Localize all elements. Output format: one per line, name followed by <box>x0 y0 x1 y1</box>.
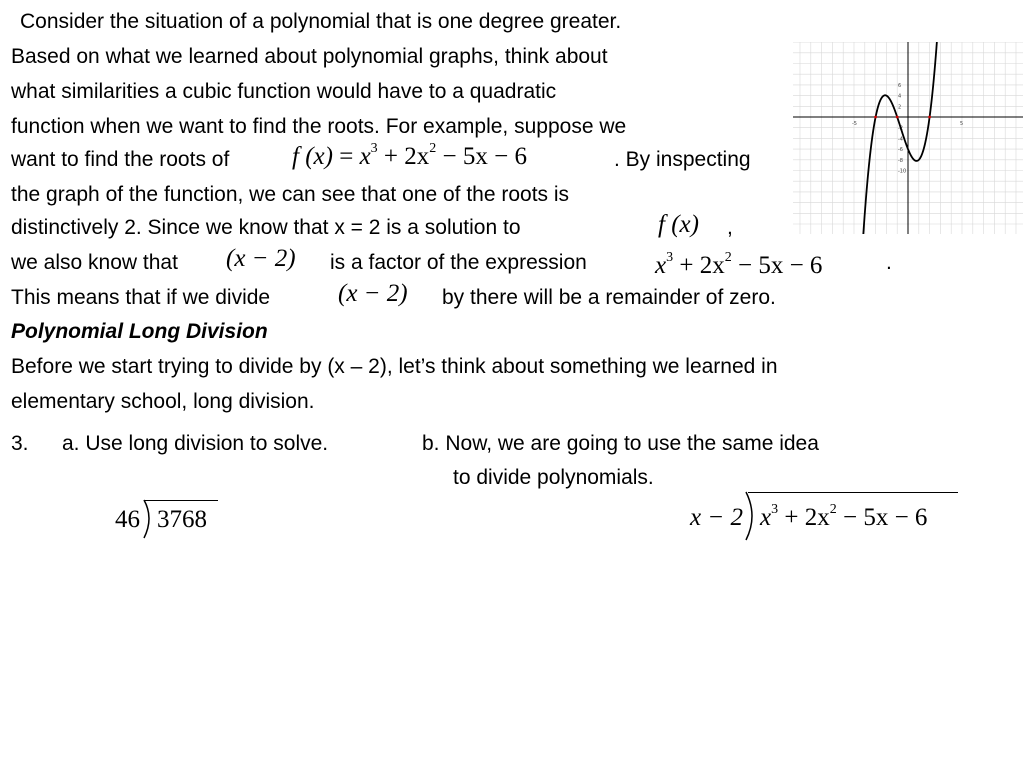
divisor-a: 46 <box>115 506 140 533</box>
intro-line-3: what similarities a cubic function would have to a quadratic <box>11 80 557 103</box>
intro-line-6: the graph of the function, we can see that one of the roots is <box>11 183 570 206</box>
problem-part-b-line-2: to divide polynomials. <box>453 466 654 489</box>
divisor-b-text: x − 2 <box>690 504 743 531</box>
x3-base: x <box>359 143 371 170</box>
factor-text: (x − 2) <box>226 245 296 272</box>
y-tick-label: -4 <box>898 136 903 143</box>
division-bracket-a <box>142 498 156 540</box>
expr-x3-base: x <box>655 252 667 279</box>
expression-poly <box>655 252 822 280</box>
division-bar-a <box>145 500 218 501</box>
problem-part-a: a. Use long division to solve. <box>62 432 329 455</box>
intro-line-9-post: by there will be a remainder of zero. <box>442 286 776 309</box>
fx-math: f (x) <box>292 143 333 170</box>
intro-line-2: Based on what we learned about polynomial graphs, think about <box>11 45 608 68</box>
term-2x2: + 2x <box>383 143 430 170</box>
dividend-b-x: x <box>760 504 772 531</box>
intro-line-8-pre: we also know that <box>11 251 178 274</box>
fx-inline <box>658 211 699 239</box>
intro-line-7-pre: distinctively 2. Since we know that x = 2 is a solution to <box>11 216 521 239</box>
expr-x3-exp: 3 <box>666 250 674 265</box>
cubic-curve <box>863 42 944 234</box>
intro-line-4: function when we want to find the roots. For example, suppose we <box>11 115 627 138</box>
root-marker <box>896 116 899 119</box>
y-tick-label: -6 <box>898 147 903 154</box>
dividend-b-2x: + 2x <box>784 504 830 531</box>
factor-divide <box>338 280 408 308</box>
problem-number: 3. <box>11 432 29 455</box>
dividend-b-rest: − 5x − 6 <box>842 504 928 531</box>
y-tick-label: 6 <box>898 82 902 89</box>
intro-line-8-mid: is a factor of the expression <box>330 251 587 274</box>
section-para-2: elementary school, long division. <box>11 390 315 413</box>
division-bracket-b <box>744 490 758 542</box>
root-marker <box>928 116 931 119</box>
term-rest: − 5x − 6 <box>442 143 527 170</box>
equals-sign: = <box>339 143 354 170</box>
intro-line-8-post: . <box>886 251 892 274</box>
intro-line-7-post: , <box>727 216 733 239</box>
fx-inline-text: f (x) <box>658 211 699 238</box>
dividend-a: 3768 <box>157 506 207 533</box>
problem-part-b-line-1: b. Now, we are going to use the same idea <box>422 432 819 455</box>
2x2-exp: 2 <box>429 141 437 156</box>
cubic-graph <box>793 42 1023 234</box>
y-tick-label: 2 <box>898 104 902 111</box>
dividend-b-x-exp: 3 <box>771 502 779 517</box>
divisor-b <box>690 504 743 532</box>
factor-divide-text: (x − 2) <box>338 280 408 307</box>
x-tick-label: 5 <box>960 121 964 127</box>
expr-rest: − 5x − 6 <box>737 252 823 279</box>
root-marker <box>874 116 877 119</box>
factor-x-minus-2 <box>226 245 296 273</box>
division-bar-b <box>748 492 958 493</box>
y-tick-label: -10 <box>898 168 907 175</box>
x-tick-label: -5 <box>852 121 857 127</box>
intro-line-1: Consider the situation of a polynomial that is one degree greater. <box>20 10 622 33</box>
y-tick-label: -2 <box>898 125 903 132</box>
intro-line-9-pre: This means that if we divide <box>11 286 271 309</box>
dividend-b-2x-exp: 2 <box>829 502 837 517</box>
expr-2x2-exp: 2 <box>724 250 732 265</box>
expr-2x2: + 2x <box>679 252 725 279</box>
dividend-b <box>760 504 927 532</box>
intro-line-5-post: . By inspecting <box>614 148 751 171</box>
section-heading: Polynomial Long Division <box>11 320 268 343</box>
function-equation <box>292 143 527 171</box>
intro-line-5-pre: want to find the roots of <box>11 148 230 171</box>
y-tick-label: -8 <box>898 157 903 164</box>
y-tick-label: 4 <box>898 93 902 100</box>
x3-exp: 3 <box>370 141 378 156</box>
section-para-1: Before we start trying to divide by (x – 2), let’s think about something we learned in <box>11 355 778 378</box>
